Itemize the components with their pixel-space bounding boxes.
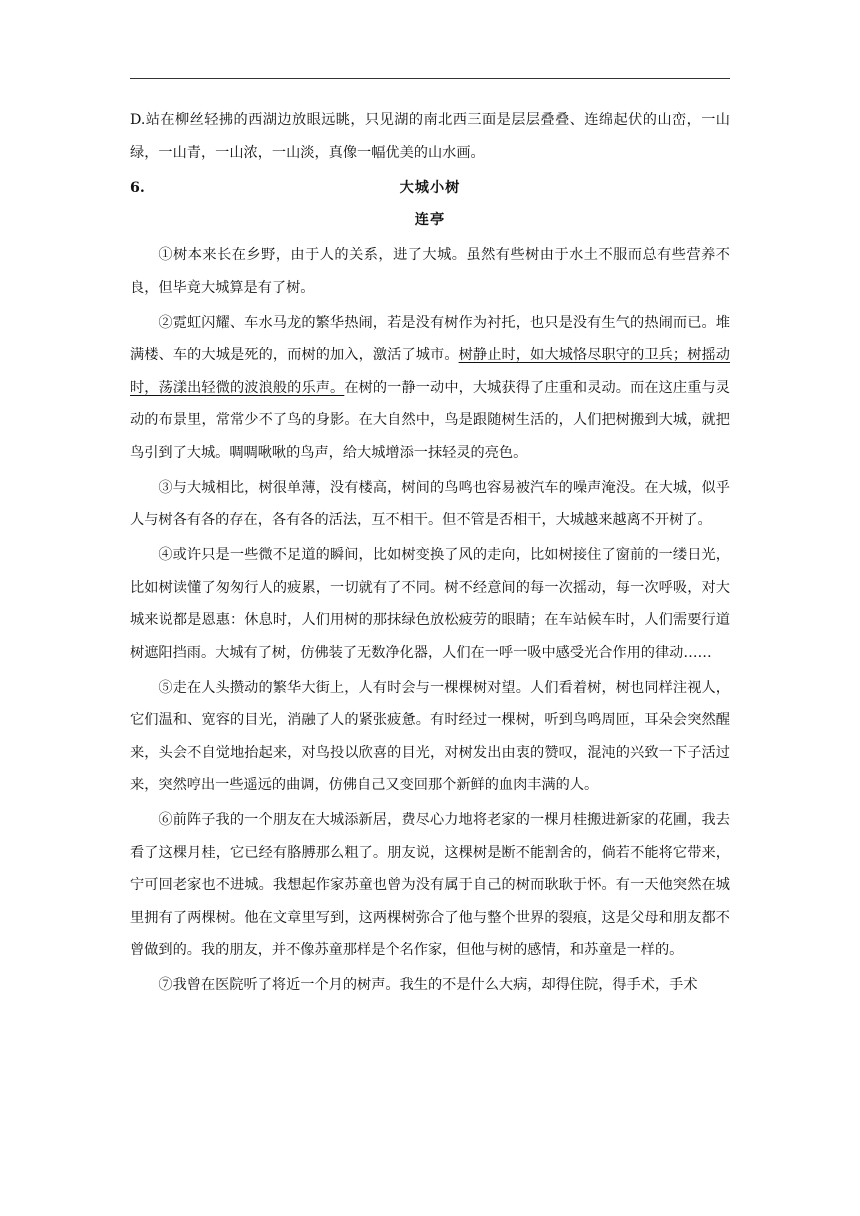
paragraph-5: ⑤走在人头攒动的繁华大街上，人有时会与一棵棵树对望。人们看着树，树也同样注视人，它们温和、宽容的目光，消融了人的紧张疲惫。有时经过一棵树，听到鸟鸣周匝，耳朵会突然醒来，头会不自觉地抬起来，对鸟投以欣喜的目光，对树发出由衷的赞叹，混沌的兴致一下子活过来，突然哼出一些遥远的曲调，仿佛自己又变回那个新鲜的血肉丰满的人。 (130, 679, 730, 793)
paragraph-4: ④或许只是一些微不足道的瞬间，比如树变换了风的走向，比如树接住了窗前的一缕日光，比如树读懂了匆匆行人的疲累，一切就有了不同。树不经意间的每一次摇动，每一次呼吸，对大城来说都是恩惠：休息时，人们用树的那抹绿色放松疲劳的眼睛；在车站候车时，人们需要行道树遮阳挡雨。大城有了树，仿佛装了无数净化器，人们在一呼一吸中感受光合作用的律动…… (130, 547, 730, 661)
paragraph-3: ③与大城相比，树很单薄，没有楼高，树间的鸟鸣也容易被汽车的噪声淹没。在大城，似乎人与树各有各的存在，各有各的活法，互不相干。但不管是否相干，大城越来越离不开树了。 (130, 479, 730, 528)
article-title: 大城小树 (399, 179, 461, 196)
paragraph-2-text-b: 在树的一静一动中，大城获得了庄重和灵动。而在这庄重与灵动的布景里，常常少不了鸟的身影。在大自然中，鸟是跟随树生活的，人们把树搬到大城，就把鸟引到了大城。啁啁啾啾的鸟声，给大城增添一抹轻灵的亮色。 (130, 379, 730, 461)
document-body (130, 104, 730, 1004)
option-d: D.站在柳丝轻拂的西湖边放眼远眺，只见湖的南北西三面是层层叠叠、连绵起伏的山峦，一山绿，一山青，一山浓，一山淡，真像一幅优美的山水画。 (130, 112, 730, 161)
paragraph-2-text-a: ②霓虹闪耀、车水马龙的繁华热闹，若是没有树作为衬托，也只是没有生气的热闹而已。堆满楼、车的大城是死的，而树的加入，激活了城市。 (130, 314, 730, 363)
paragraph-1: ①树本来长在乡野，由于人的关系，进了大城。虽然有些树由于水土不服而总有些营养不良，但毕竟大城算是有了树。 (130, 247, 730, 296)
header-rule (130, 78, 730, 79)
article-author: 连亭 (414, 212, 446, 228)
paragraph-7: ⑦我曾在医院听了将近一个月的树声。我生的不是什么大病，却得住院，得手术，手术 (158, 977, 698, 993)
underlined-sentence: 树静止时，如大城恪尽职守的卫兵；树摇动时，荡漾出轻微的波浪般的乐声。 (130, 347, 730, 396)
question-header (130, 172, 730, 205)
paragraph-2 (130, 307, 730, 470)
paragraph-6: ⑥前阵子我的一个朋友在大城添新居，费尽心力地将老家的一棵月桂搬进新家的花圃，我去看了这棵月桂，它已经有胳膊那么粗了。朋友说，这棵树是断不能割舍的，倘若不能将它带来，宁可回老家也不进城。我想起作家苏童也曾为没有属于自己的树而耿耿于怀。有一天他突然在城里拥有了两棵树。他在文章里写到，这两棵树弥合了他与整个世界的裂痕，这是父母和朋友都不曾做到的。我的朋友，并不像苏童那样是个名作家，但他与树的感情，和苏童是一样的。 (130, 812, 730, 958)
question-number: 6. (130, 179, 145, 196)
